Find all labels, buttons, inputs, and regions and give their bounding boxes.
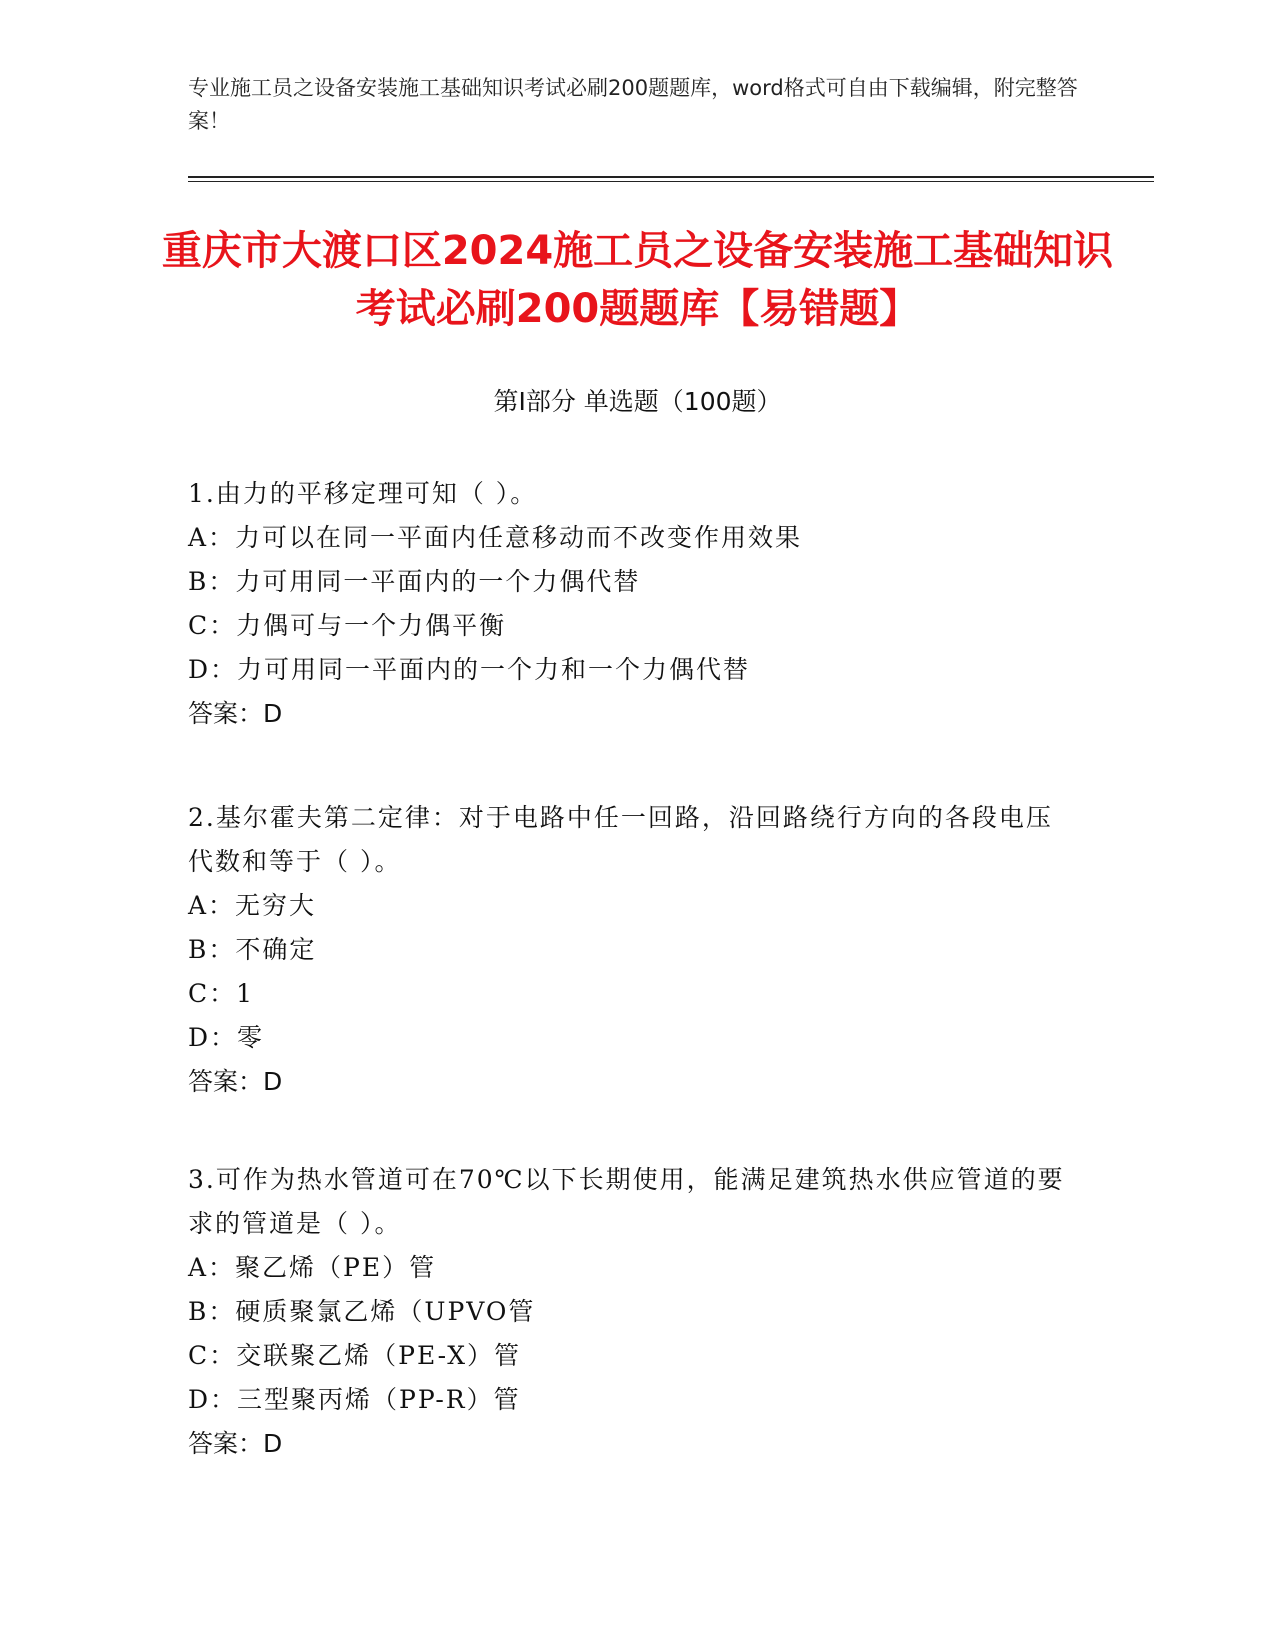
- option-b: B：力可用同一平面内的一个力偶代替: [188, 567, 641, 596]
- header-note: 专业施工员之设备安装施工基础知识考试必刷200题题库，word格式可自由下载编辑，附完整答案！: [188, 76, 1078, 133]
- section-title: 第Ⅰ部分 单选题（100题）: [493, 387, 782, 416]
- option-b: B：不确定: [188, 935, 317, 964]
- answer: 答案：D: [188, 1429, 283, 1458]
- option-a: A：聚乙烯（PE）管: [188, 1253, 437, 1282]
- question-3: [188, 1158, 1068, 1466]
- option-c: C：力偶可与一个力偶平衡: [188, 611, 507, 640]
- option-a: A：力可以在同一平面内任意移动而不改变作用效果: [188, 523, 803, 552]
- option-d: D：零: [188, 1023, 265, 1052]
- option-b: B：硬质聚氯乙烯（UPVO管: [188, 1297, 536, 1326]
- question-stem: 3.可作为热水管道可在70℃以下长期使用，能满足建筑热水供应管道的要求的管道是（ ）。: [188, 1165, 1065, 1238]
- answer: 答案：D: [188, 699, 283, 728]
- document-title: 重庆市大渡口区2024施工员之设备安装施工基础知识考试必刷200题题库【易错题】: [161, 228, 1114, 332]
- option-d: D：力可用同一平面内的一个力和一个力偶代替: [188, 655, 751, 684]
- question-stem: 2.基尔霍夫第二定律：对于电路中任一回路，沿回路绕行方向的各段电压代数和等于（ ）。: [188, 803, 1053, 876]
- answer: 答案：D: [188, 1067, 283, 1096]
- question-1: [188, 472, 1068, 736]
- option-c: C：交联聚乙烯（PE-X）管: [188, 1341, 522, 1370]
- header-divider-thin: [188, 181, 1154, 182]
- question-2: [188, 796, 1068, 1104]
- option-d: D：三型聚丙烯（PP-R）管: [188, 1385, 521, 1414]
- option-c: C：1: [188, 979, 255, 1008]
- header-divider-thick: [188, 176, 1154, 178]
- option-a: A：无穷大: [188, 891, 317, 920]
- question-stem: 1.由力的平移定理可知（ ）。: [188, 479, 538, 508]
